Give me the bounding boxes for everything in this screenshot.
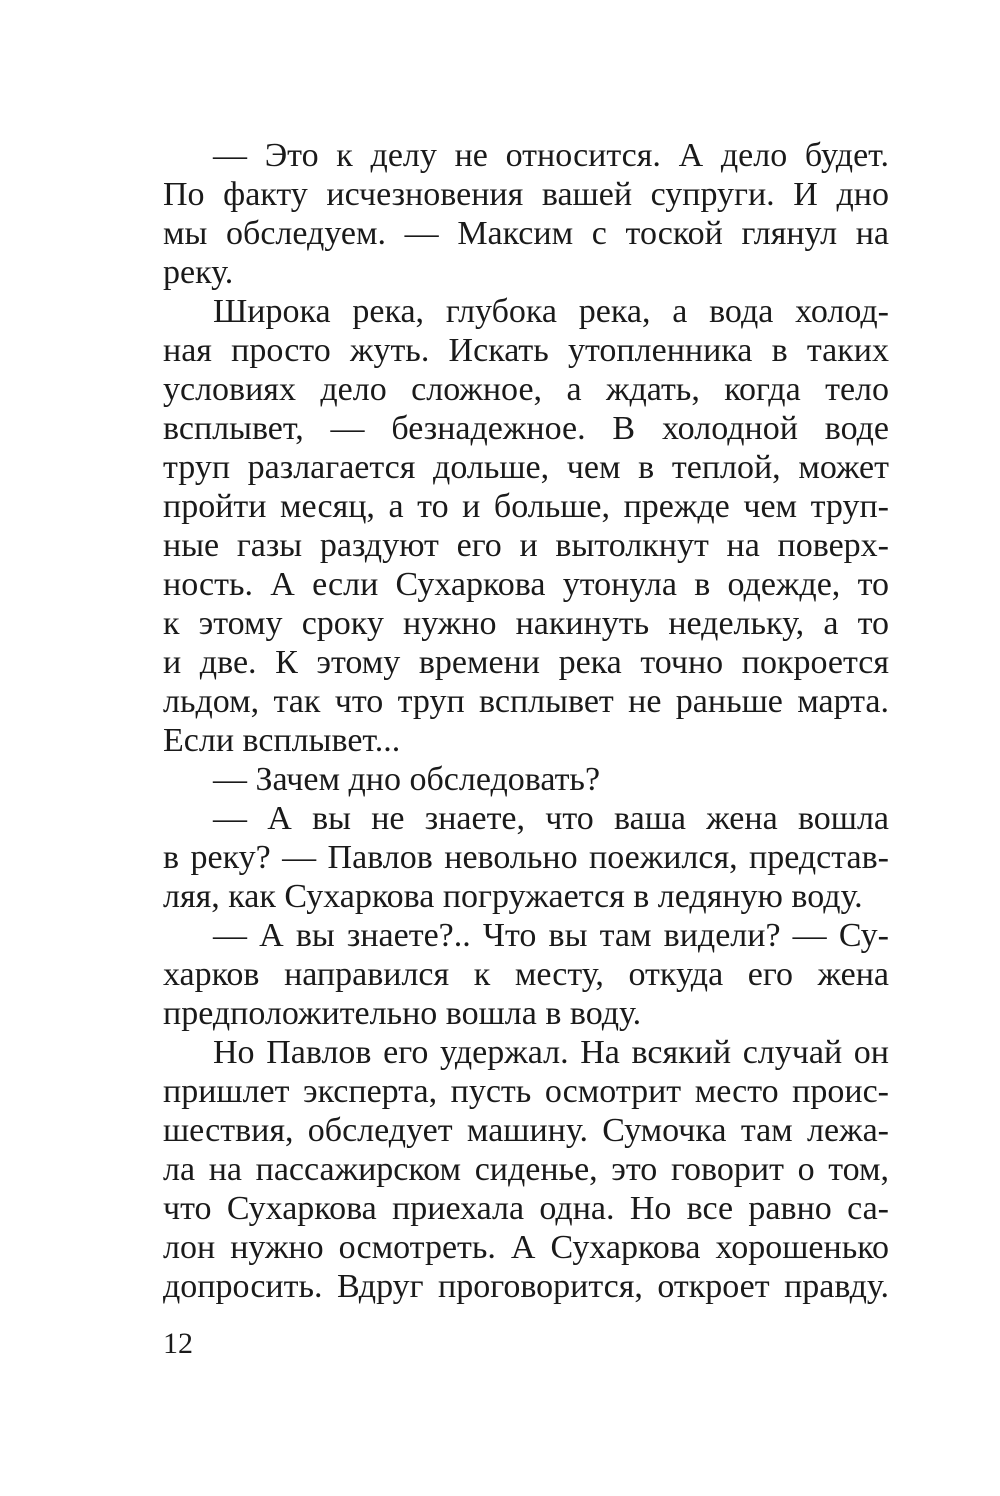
- text-line: льдом, так что труп всплывет не раньше марта.: [163, 683, 889, 720]
- text-line: Если всплывет...: [163, 722, 401, 759]
- text-line: к этому сроку нужно накинуть недельку, а то: [163, 605, 889, 642]
- text-line: — А вы не знаете, что ваша жена вошла: [213, 800, 889, 837]
- text-line: — Это к делу не относится. А дело будет.: [213, 137, 889, 174]
- text-line: ла на пассажирском сиденье, это говорит о том,: [163, 1151, 889, 1188]
- text-line: труп разлагается дольше, чем в теплой, может: [163, 449, 889, 486]
- body-text: [163, 136, 889, 1306]
- text-line: Широка река, глубока река, а вода холод-: [213, 293, 889, 330]
- text-line: шествия, обследует машину. Сумочка там лежа-: [163, 1112, 889, 1149]
- text-line: — А вы знаете?.. Что вы там видели? — Су-: [213, 917, 889, 954]
- text-line: пришлет эксперта, пусть осмотрит место проис-: [163, 1073, 889, 1110]
- text-line: По факту исчезновения вашей супруги. И дно: [163, 176, 889, 213]
- text-line: мы обследуем. — Максим с тоской глянул на: [163, 215, 889, 252]
- text-line: условиях дело сложное, а ждать, когда тело: [163, 371, 889, 408]
- text-line: — Зачем дно обследовать?: [213, 761, 601, 798]
- text-line: ные газы раздуют его и вытолкнут на поверх-: [163, 527, 889, 564]
- text-line: ляя, как Сухаркова погружается в ледяную воду.: [163, 878, 863, 915]
- text-line: реку.: [163, 254, 234, 291]
- text-line: харков направился к месту, откуда его жена: [163, 956, 889, 993]
- text-line: Но Павлов его удержал. На всякий случай он: [213, 1034, 889, 1071]
- text-line: лон нужно осмотреть. А Сухаркова хорошенько: [163, 1229, 889, 1266]
- text-line: ная просто жуть. Искать утопленника в таких: [163, 332, 889, 369]
- text-line: допросить. Вдруг проговорится, откроет правду.: [163, 1268, 889, 1305]
- text-line: ность. А если Сухаркова утонула в одежде, то: [163, 566, 889, 603]
- text-line: что Сухаркова приехала одна. Но все равно са-: [163, 1190, 889, 1227]
- text-line: всплывет, — безнадежное. В холодной воде: [163, 410, 889, 447]
- text-line: пройти месяц, а то и больше, прежде чем труп-: [163, 488, 889, 525]
- text-line: и две. К этому времени река точно покроется: [163, 644, 889, 681]
- text-line: в реку? — Павлов невольно поежился, представ-: [163, 839, 889, 876]
- page-number: 12: [163, 1327, 193, 1360]
- text-line: предположительно вошла в воду.: [163, 995, 642, 1032]
